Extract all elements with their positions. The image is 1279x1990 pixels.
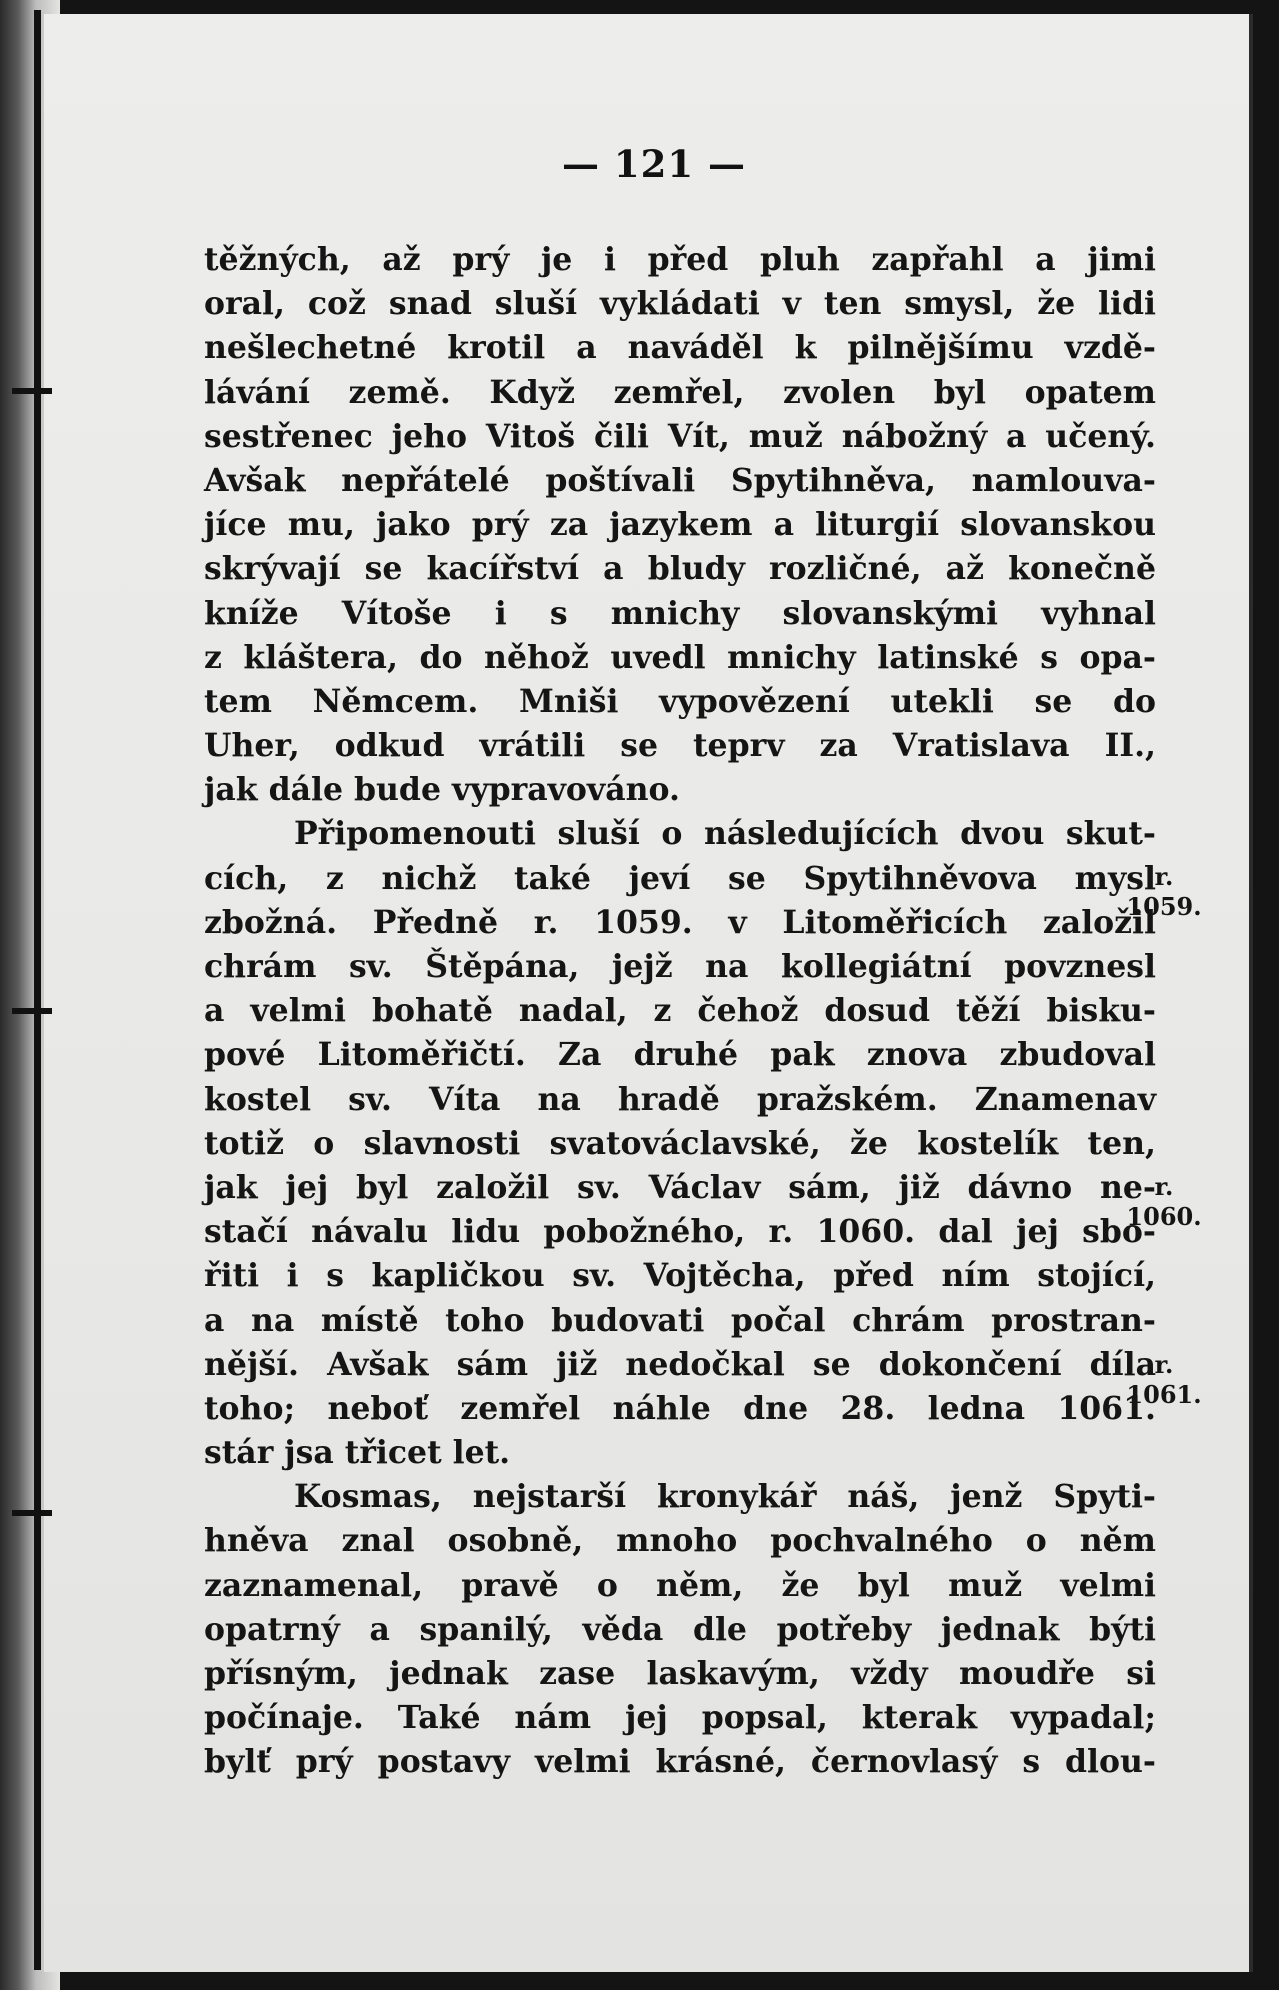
text-line: oral, což snad sluší vykládati v ten smysl, že lidi: [204, 285, 1156, 323]
text-line: a na místě toho budovati počal chrám prostran-: [204, 1301, 1156, 1339]
text-line: jak jej byl založil sv. Václav sám, již dávno ne-: [204, 1168, 1156, 1206]
text-line: jíce mu, jako prý za jazykem a liturgií slovanskou: [204, 506, 1156, 544]
text-line: kníže Vítoše i s mnichy slovanskými vyhnal: [204, 594, 1156, 632]
margin-note-year: [1124, 1350, 1204, 1410]
text-line: stačí návalu lidu pobožného, r. 1060. dal jej sbo-: [204, 1213, 1156, 1251]
margin-note-abbr: r.: [1154, 862, 1174, 891]
text-line: řiti i s kapličkou sv. Vojtěcha, před ním stojící,: [204, 1257, 1156, 1295]
text-line: hněva znal osobně, mnoho pochvalného o něm: [204, 1522, 1156, 1560]
text-line: přísným, jednak zase laskavým, vždy moudře si: [204, 1655, 1156, 1692]
margin-note-value: 1061.: [1126, 1380, 1202, 1409]
text-line: jak dále bude vypravováno.: [204, 771, 680, 809]
text-line: zbožná. Předně r. 1059. v Litoměřicích založil: [204, 903, 1156, 941]
margin-note-value: 1059.: [1126, 892, 1202, 921]
binding-tick: [12, 388, 52, 394]
margin-note-year: [1124, 1172, 1204, 1232]
text-line: Kosmas, nejstarší kronykář náš, jenž Spyti-: [294, 1478, 1156, 1516]
binding-line: [34, 10, 41, 1970]
binding-tick: [12, 1008, 52, 1014]
page-number: — 121 —: [562, 142, 746, 186]
margin-note-abbr: r.: [1154, 1172, 1174, 1201]
text-line: zaznamenal, pravě o něm, že byl muž velmi: [204, 1566, 1156, 1604]
text-line: těžných, až prý je i před pluh zapřahl a jimi: [204, 241, 1156, 278]
paper-sheet: [44, 14, 1253, 1972]
text-line: z kláštera, do něhož uvedl mnichy latinské s opa-: [204, 638, 1156, 676]
text-line: Uher, odkud vrátili se teprv za Vratislava II.,: [204, 727, 1156, 765]
text-line: a velmi bohatě nadal, z čehož dosud těží bisku-: [204, 992, 1156, 1030]
text-line: nešlechetné krotil a naváděl k pilnějšímu vzdě-: [204, 329, 1156, 367]
text-line: Avšak nepřátelé poštívali Spytihněva, namlouva-: [204, 461, 1156, 499]
text-line: opatrný a spanilý, věda dle potřeby jednak býti: [204, 1610, 1156, 1648]
margin-note-value: 1060.: [1126, 1202, 1202, 1231]
text-line: chrám sv. Štěpána, jejž na kollegiátní povznesl: [204, 948, 1156, 985]
text-line: kostel sv. Víta na hradě pražském. Znamenav: [204, 1080, 1156, 1118]
text-line: sestřenec jeho Vitoš čili Vít, muž nábožný a učený.: [204, 417, 1156, 455]
text-line: toho; neboť zemřel náhle dne 28. ledna 1061.: [204, 1389, 1156, 1427]
text-line: nější. Avšak sám již nedočkal se dokončení díla: [204, 1345, 1156, 1383]
text-line: počínaje. Také nám jej popsal, kterak vypadal;: [204, 1699, 1156, 1737]
text-line: bylť prý postavy velmi krásné, černovlasý s dlou-: [204, 1743, 1156, 1781]
text-line: Připomenouti sluší o následujících dvou skut-: [294, 815, 1156, 853]
text-line: skrývají se kacířství a bludy rozličné, až konečně: [204, 550, 1156, 588]
text-line: stár jsa třicet let.: [204, 1434, 511, 1472]
binding-tick: [12, 1510, 52, 1516]
text-line: tem Němcem. Mniši vypovězení utekli se do: [204, 682, 1156, 720]
margin-note-abbr: r.: [1154, 1350, 1174, 1379]
margin-note-year: [1124, 862, 1204, 922]
text-line: cích, z nichž také jeví se Spytihněvova mysl: [204, 859, 1156, 897]
body-text: [204, 238, 1156, 1785]
text-line: pové Litoměřičtí. Za druhé pak znova zbudoval: [204, 1036, 1156, 1074]
text-line: lávání země. Když zemřel, zvolen byl opatem: [204, 373, 1156, 411]
text-line: totiž o slavnosti svatováclavské, že kostelík ten,: [204, 1124, 1156, 1162]
